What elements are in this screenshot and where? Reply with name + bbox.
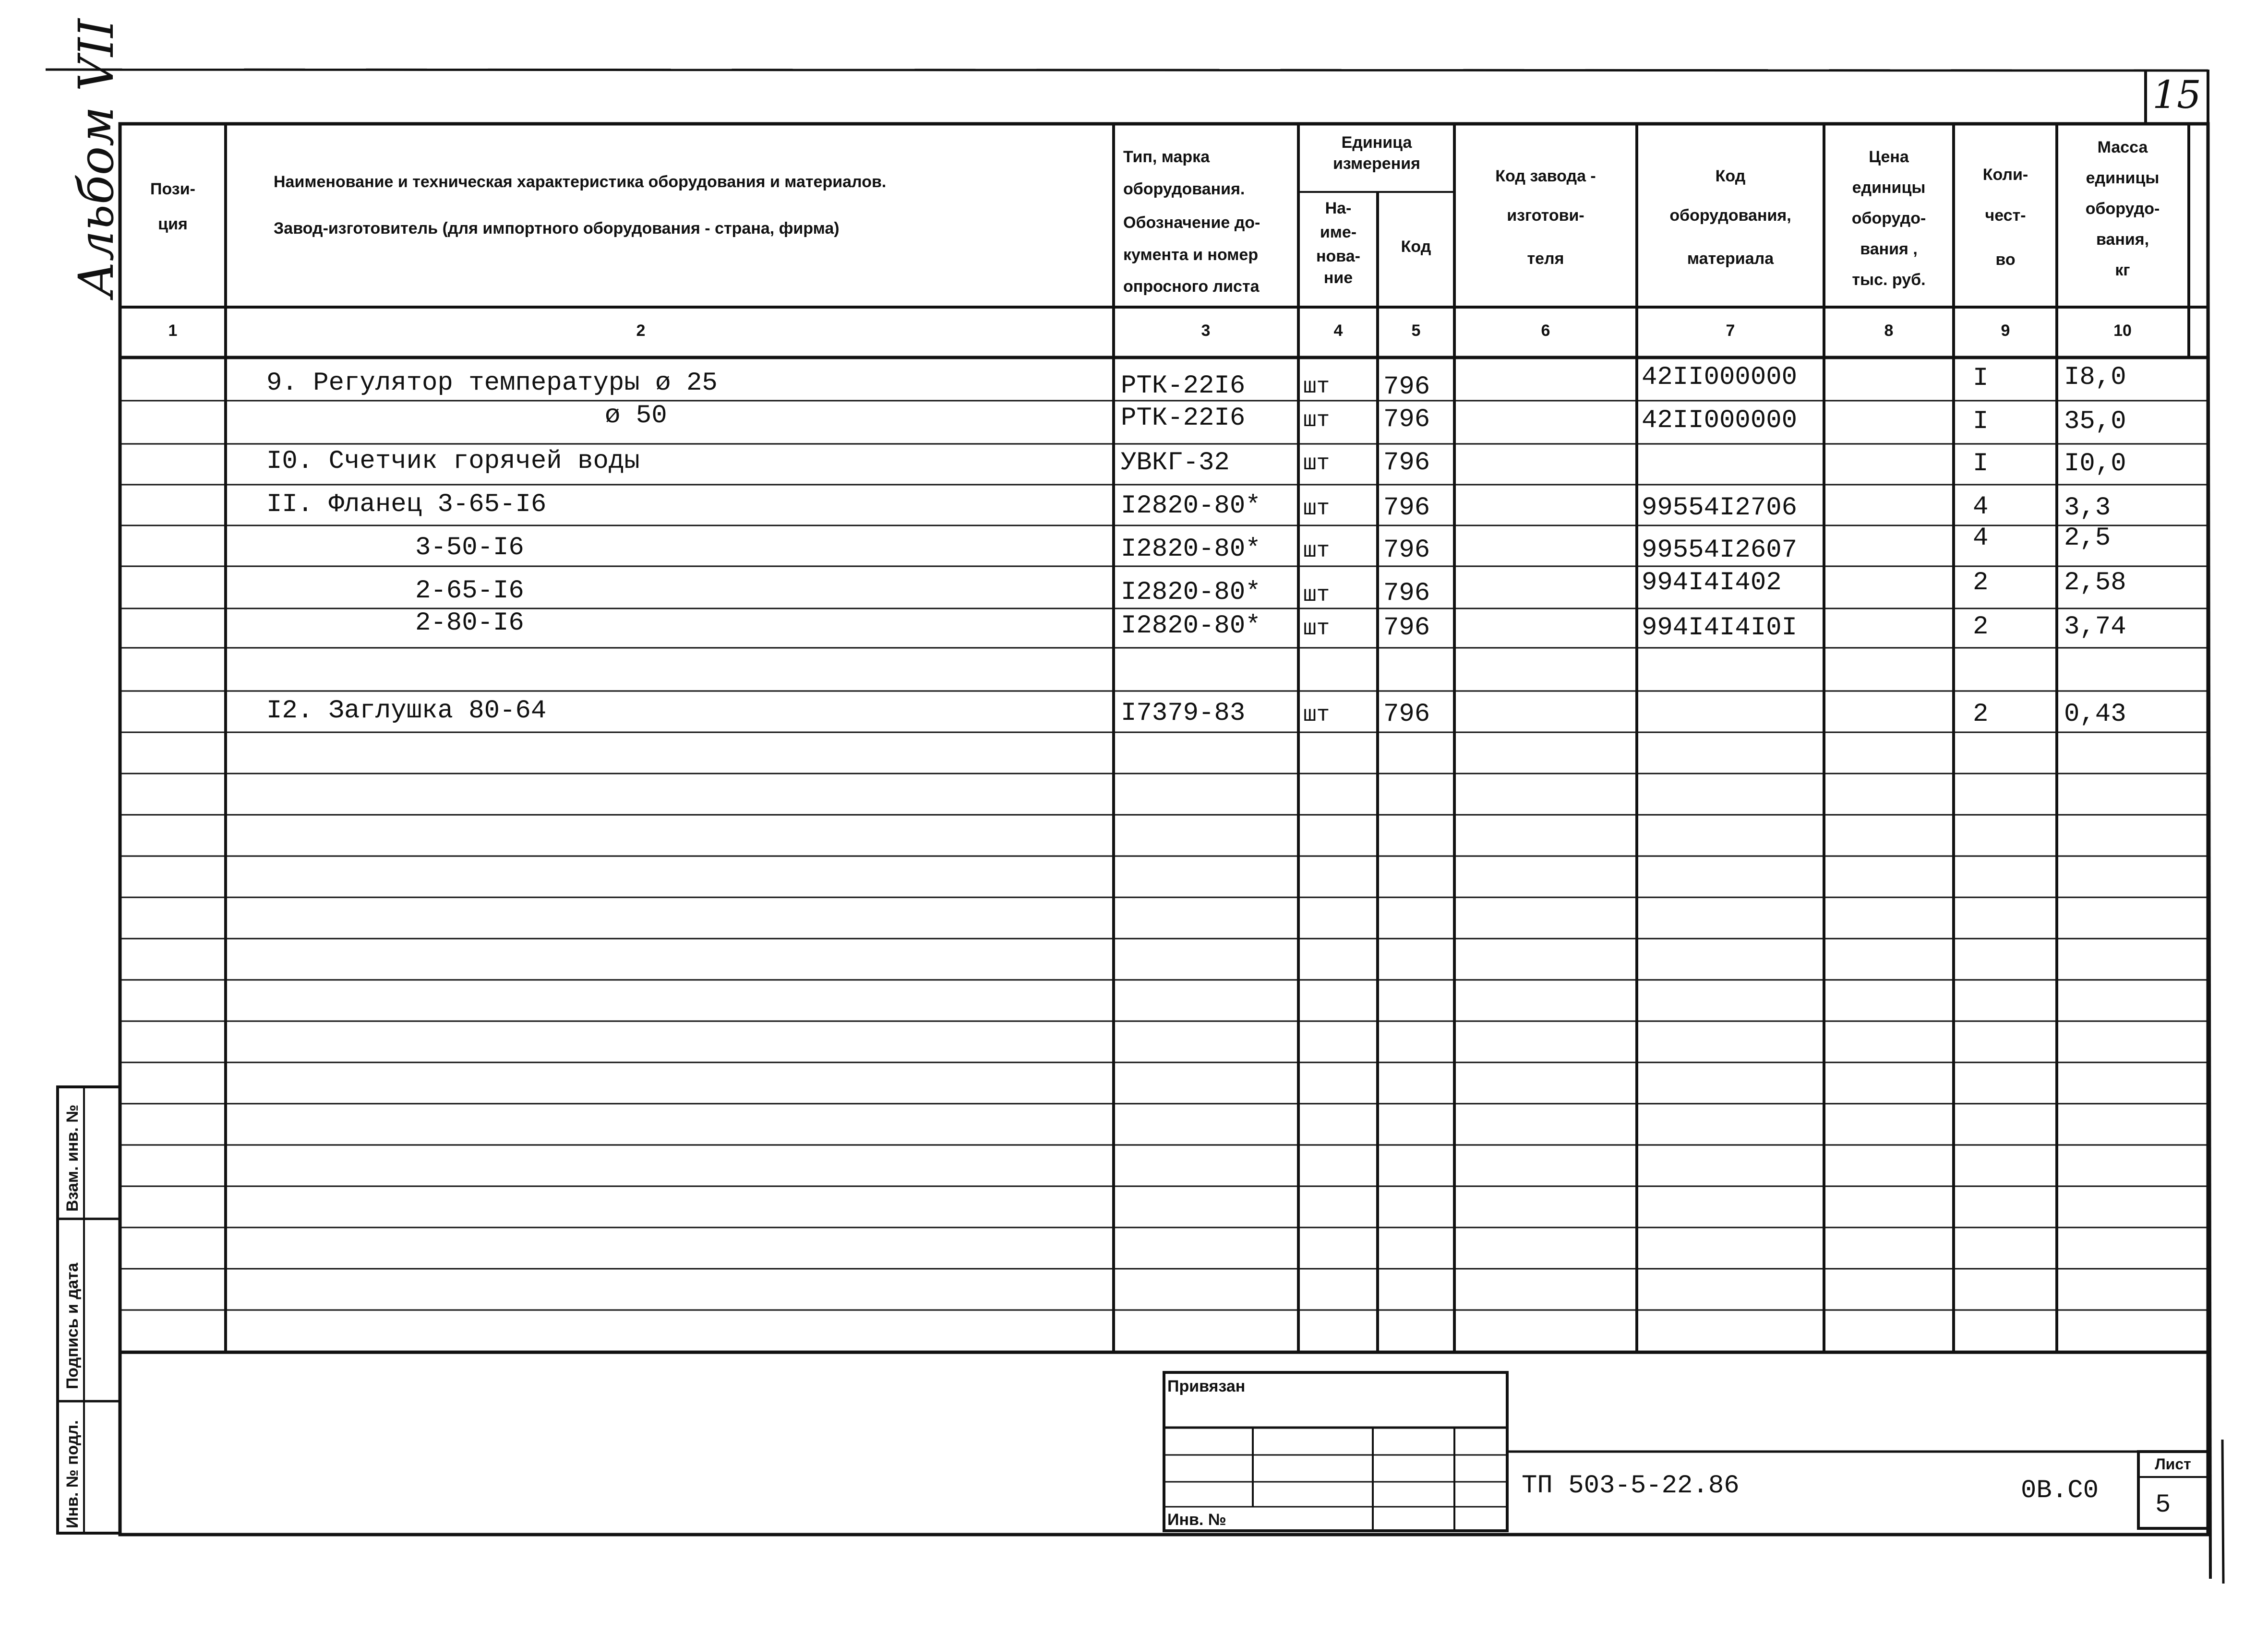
row-name: I2. Заглушка 80-64 — [266, 696, 547, 726]
colnum-1: 1 — [168, 322, 178, 340]
row-qty: 2 — [1973, 568, 1989, 597]
row-code: 796 — [1383, 579, 1430, 608]
colnum-10: 10 — [2113, 322, 2132, 340]
header-mass-4: вания, — [2096, 230, 2149, 249]
row-code: 796 — [1383, 405, 1430, 434]
row-mass: I0,0 — [2064, 449, 2126, 478]
header-unit-2: измерения — [1333, 155, 1420, 173]
table-row — [415, 524, 2111, 565]
row-qty: 4 — [1973, 524, 1989, 553]
row-type: I2820-80* — [1121, 535, 1261, 564]
header-unitcode: Код — [1401, 238, 1431, 256]
row-code: 796 — [1383, 613, 1430, 643]
header-unitname-1: На- — [1325, 199, 1352, 217]
row-mass: 2,58 — [2064, 568, 2126, 597]
row-type: I2820-80* — [1121, 491, 1261, 521]
row-mass: 2,5 — [2064, 524, 2111, 553]
header-factory-2: изготови- — [1507, 206, 1584, 225]
row-name: 9. Регулятор температуры ø 25 — [266, 369, 718, 398]
album-stamp: Альбом VII — [68, 18, 124, 298]
header-mass-1: Масса — [2097, 138, 2148, 156]
table-row — [415, 568, 2126, 608]
header-factory-1: Код завода - — [1495, 167, 1596, 185]
row-mass: 3,74 — [2064, 612, 2126, 642]
table-row — [266, 696, 2126, 729]
header-equipcode-3: материала — [1687, 250, 1774, 268]
colnum-3: 3 — [1201, 322, 1211, 340]
table-header — [150, 133, 2160, 296]
table-body — [266, 363, 2126, 729]
table-row — [266, 363, 2126, 402]
row-code: 796 — [1383, 372, 1430, 402]
row-unit: шт — [1303, 538, 1330, 563]
sheet-value: 5 — [2155, 1490, 2171, 1520]
header-position-2: ция — [158, 215, 188, 233]
row-qty: I — [1973, 407, 1989, 436]
header-factory-3: теля — [1527, 250, 1564, 268]
header-equipcode-1: Код — [1715, 167, 1746, 185]
side-stamp-inventory: Инв. № подл. — [63, 1420, 82, 1528]
row-equip-code: 42II000000 — [1642, 363, 1798, 392]
header-mass-3: оборудо- — [2085, 200, 2160, 218]
row-name: 3-50-I6 — [415, 533, 524, 562]
column-numbers — [168, 322, 2132, 340]
row-qty: 4 — [1973, 492, 1989, 522]
row-unit: шт — [1303, 374, 1330, 399]
row-qty: I — [1973, 364, 1989, 393]
inventory-label: Инв. № — [1167, 1511, 1226, 1529]
table-row — [266, 490, 2111, 523]
header-equipcode-2: оборудования, — [1669, 206, 1791, 225]
header-mass-5: кг — [2115, 261, 2130, 279]
header-qty-1: Коли- — [1982, 166, 2028, 184]
header-price-3: оборудо- — [1851, 209, 1926, 227]
side-stamp-signature: Подпись и дата — [63, 1263, 82, 1389]
colnum-7: 7 — [1726, 322, 1735, 340]
row-qty: 2 — [1973, 700, 1989, 729]
row-name: 2-80-I6 — [415, 608, 524, 638]
row-type: I2820-80* — [1121, 611, 1261, 641]
table-grid — [120, 124, 2208, 1352]
document-code: ТП 503-5-22.86 — [1522, 1471, 1740, 1501]
row-equip-code: 99554I2607 — [1642, 536, 1798, 565]
header-name-2: Завод-изготовитель (для импортного оборудования - страна, фирма) — [274, 219, 840, 238]
row-qty: 2 — [1973, 612, 1989, 642]
table-row — [266, 447, 2126, 478]
header-qty-2: чест- — [1985, 206, 2026, 225]
row-type: РТК-22I6 — [1121, 371, 1246, 401]
table-row — [415, 608, 2126, 643]
row-mass: 3,3 — [2064, 493, 2111, 523]
row-equip-code: 99554I2706 — [1642, 493, 1798, 523]
row-code: 796 — [1383, 700, 1430, 729]
header-mass-2: единицы — [2086, 169, 2160, 187]
colnum-8: 8 — [1884, 322, 1894, 340]
header-type-3: Обозначение до- — [1123, 214, 1260, 232]
row-type: РТК-22I6 — [1121, 404, 1246, 433]
bound-label: Привязан — [1167, 1377, 1246, 1395]
row-unit: шт — [1303, 703, 1330, 727]
title-block — [1164, 1372, 2208, 1531]
row-equip-code: 42II000000 — [1642, 406, 1798, 435]
row-qty: I — [1973, 449, 1989, 478]
header-price-1: Цена — [1869, 148, 1909, 166]
row-type: I7379-83 — [1121, 699, 1246, 728]
row-code: 796 — [1383, 536, 1430, 565]
row-equip-code: 994I4I402 — [1642, 568, 1782, 597]
table-row — [605, 401, 2126, 436]
header-unit-1: Единица — [1341, 133, 1412, 152]
row-type: УВКГ-32 — [1121, 448, 1230, 477]
row-mass: 35,0 — [2064, 407, 2126, 436]
colnum-9: 9 — [2001, 322, 2010, 340]
row-unit: шт — [1303, 496, 1330, 521]
row-unit: шт — [1303, 616, 1330, 641]
header-unitname-2: име- — [1320, 223, 1357, 241]
header-position-1: Пози- — [150, 180, 195, 198]
colnum-6: 6 — [1541, 322, 1550, 340]
row-type: I2820-80* — [1121, 578, 1261, 607]
row-code: 796 — [1383, 448, 1430, 477]
row-name: ø 50 — [605, 401, 667, 430]
header-price-5: тыс. руб. — [1852, 271, 1926, 289]
sheet-number: 15 — [2152, 72, 2201, 117]
side-stamp-replace: Взам. инв. № — [63, 1104, 82, 1212]
row-equip-code: 994I4I4I0I — [1642, 613, 1798, 643]
header-price-4: вания , — [1860, 240, 1918, 258]
colnum-2: 2 — [636, 322, 646, 340]
header-qty-3: во — [1995, 250, 2016, 269]
row-unit: шт — [1303, 451, 1330, 476]
row-unit: шт — [1303, 408, 1330, 433]
colnum-5: 5 — [1411, 322, 1421, 340]
row-name: 2-65-I6 — [415, 576, 524, 606]
row-mass: I8,0 — [2064, 363, 2126, 392]
header-name-1: Наименование и техническая характеристика оборудования и материалов. — [274, 173, 887, 191]
row-name: I0. Счетчик горячей воды — [266, 447, 640, 476]
sheet-label: Лист — [2155, 1455, 2191, 1473]
header-type-4: кумента и номер — [1123, 246, 1259, 264]
row-code: 796 — [1383, 493, 1430, 523]
header-price-2: единицы — [1852, 179, 1926, 197]
header-type-5: опросного листа — [1123, 277, 1260, 296]
frame — [46, 70, 2223, 1584]
row-mass: 0,43 — [2064, 700, 2126, 729]
header-type-1: Тип, марка — [1123, 148, 1210, 166]
colnum-4: 4 — [1333, 322, 1343, 340]
row-name: II. Фланец 3-65-I6 — [266, 490, 547, 519]
row-unit: шт — [1303, 583, 1330, 608]
header-unitname-4: ние — [1323, 269, 1353, 287]
document-mark: 0В.С0 — [2021, 1476, 2099, 1505]
header-unitname-3: нова- — [1316, 247, 1360, 265]
header-type-2: оборудования. — [1123, 180, 1245, 198]
